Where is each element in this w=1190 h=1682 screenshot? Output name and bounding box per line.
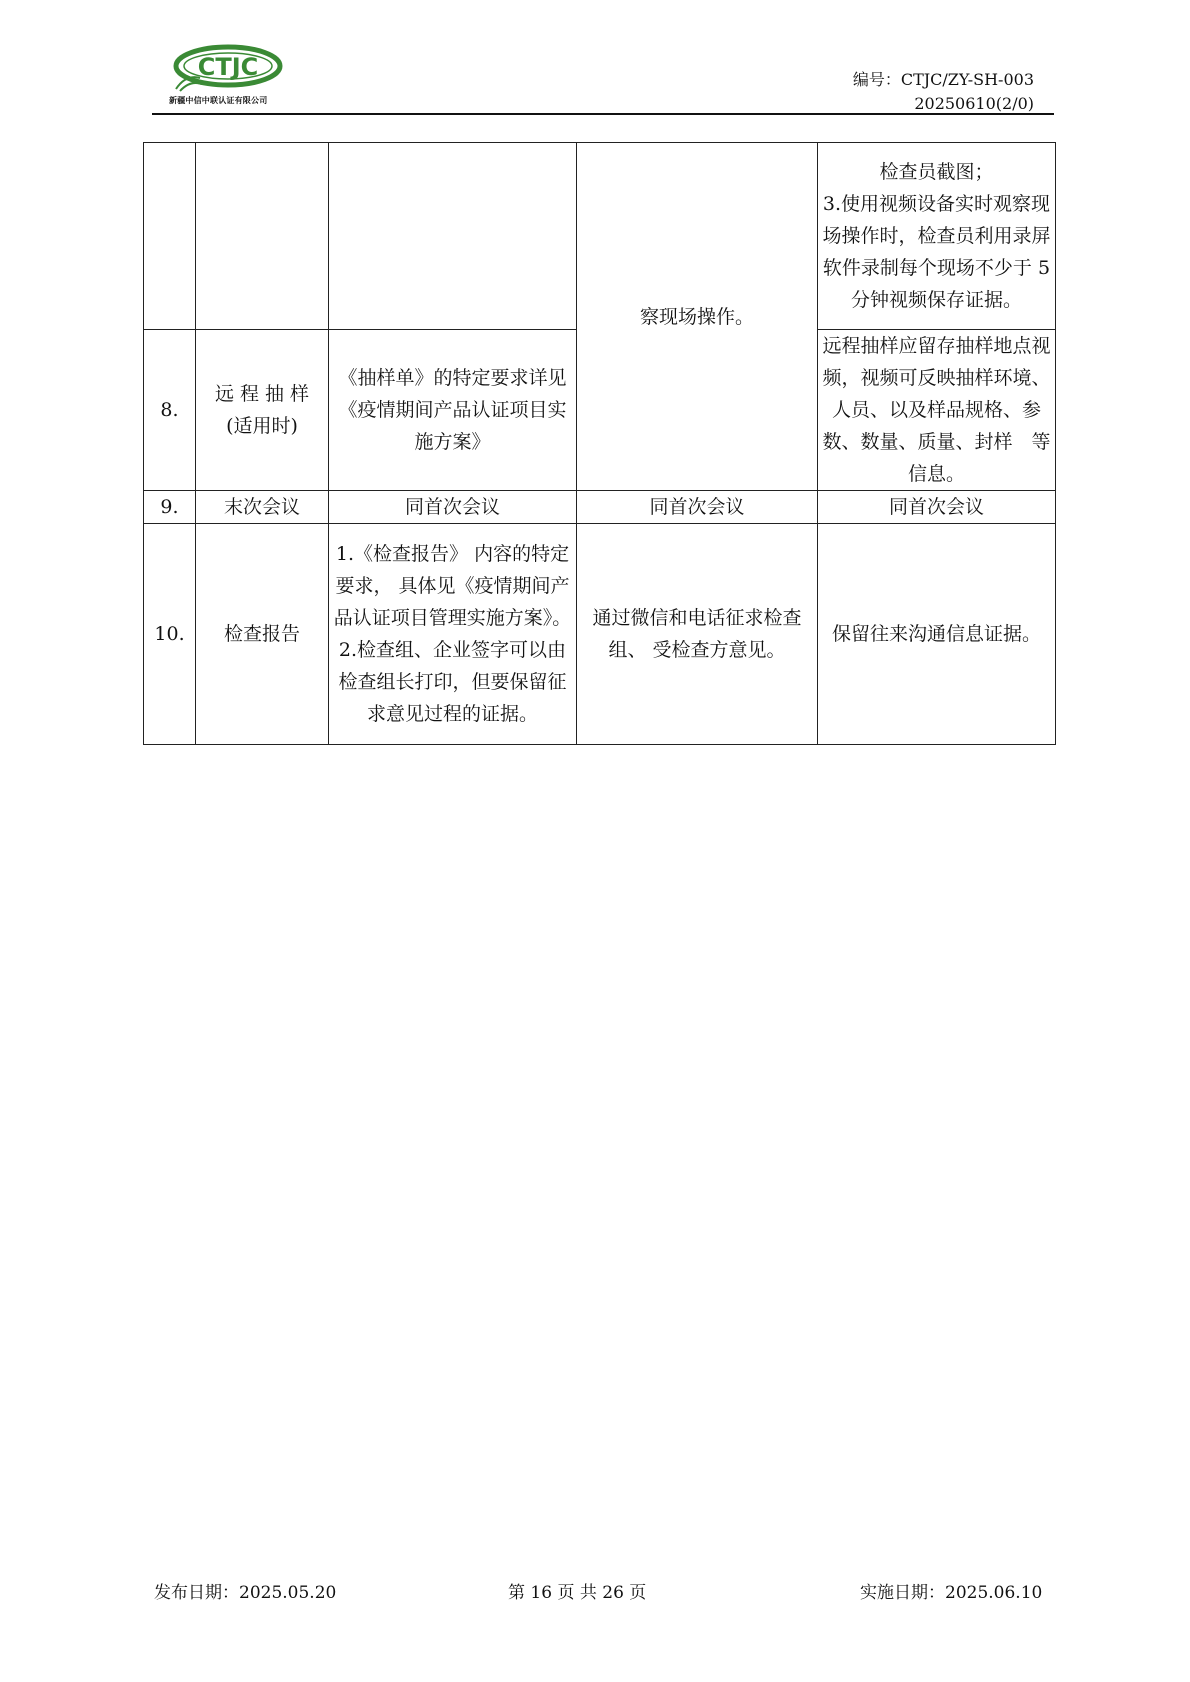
ctjc-logo-icon (170, 44, 285, 94)
publish-date: 发布日期：2025.05.20 (154, 1583, 337, 1603)
cell-requirement: 《抽样单》的特定要求详见《疫情期间产品认证项目实施方案》 (329, 330, 577, 491)
requirement-line-2: 2.检查组、企业签字可以由检查组长打印，但要保留征求意见过程的证据。 (338, 639, 567, 725)
page-number: 第 16 页 共 26 页 (508, 1583, 647, 1603)
table-row (144, 491, 1056, 524)
header-divider (152, 113, 1054, 115)
table-row (144, 524, 1056, 745)
version-line: 20250610(2/0) (914, 94, 1034, 113)
cell-no: 9. (144, 491, 196, 524)
cell-item (196, 330, 329, 491)
code-line: 编号：CTJC/ZY-SH-003 (852, 70, 1034, 89)
cell-no (144, 143, 196, 330)
evidence-line-2: 3.使用视频设备实时观察现场操作时，检查员利用录屏软件录制每个现场不少于 5 分钟视频保存证据。 (822, 193, 1070, 311)
cell-evidence: 远程抽样应留存抽样地点视频，视频可反映抽样环境、人员、以及样品规格、参数、数量、质量、封样 等信息。 (818, 330, 1056, 491)
item-line-2: (适用时) (226, 415, 298, 437)
method-text: 察现场操作。 (639, 305, 754, 328)
cell-item: 末次会议 (196, 491, 329, 524)
cell-evidence: 保留往来沟通信息证据。 (818, 524, 1056, 745)
cell-requirement (329, 143, 577, 330)
cell-evidence: 同首次会议 (818, 491, 1056, 524)
cell-no: 8. (144, 330, 196, 491)
effective-date: 实施日期：2025.06.10 (860, 1583, 1043, 1603)
cell-requirement (329, 524, 577, 745)
item-line-1: 远 程 抽 样 (214, 383, 310, 405)
cell-method: 同首次会议 (577, 491, 818, 524)
cell-no: 10. (144, 524, 196, 745)
evidence-line-1: 检查员截图； (879, 161, 994, 183)
logo-lettering: CTJC (197, 53, 259, 81)
document-code (853, 68, 1034, 116)
table-row (144, 143, 1056, 330)
cell-method (577, 143, 818, 491)
cell-evidence (818, 143, 1070, 330)
cell-method: 通过微信和电话征求检查组、 受检查方意见。 (577, 524, 818, 745)
inspection-table (143, 142, 1070, 745)
company-name: 新疆中信中联认证有限公司 (169, 96, 268, 105)
requirement-line-1: 1.《检查报告》 内容的特定要求， 具体见《疫情期间产品认证项目管理实施方案》。 (333, 543, 572, 629)
cell-requirement: 同首次会议 (329, 491, 577, 524)
cell-item (196, 143, 329, 330)
cell-item: 检查报告 (196, 524, 329, 745)
